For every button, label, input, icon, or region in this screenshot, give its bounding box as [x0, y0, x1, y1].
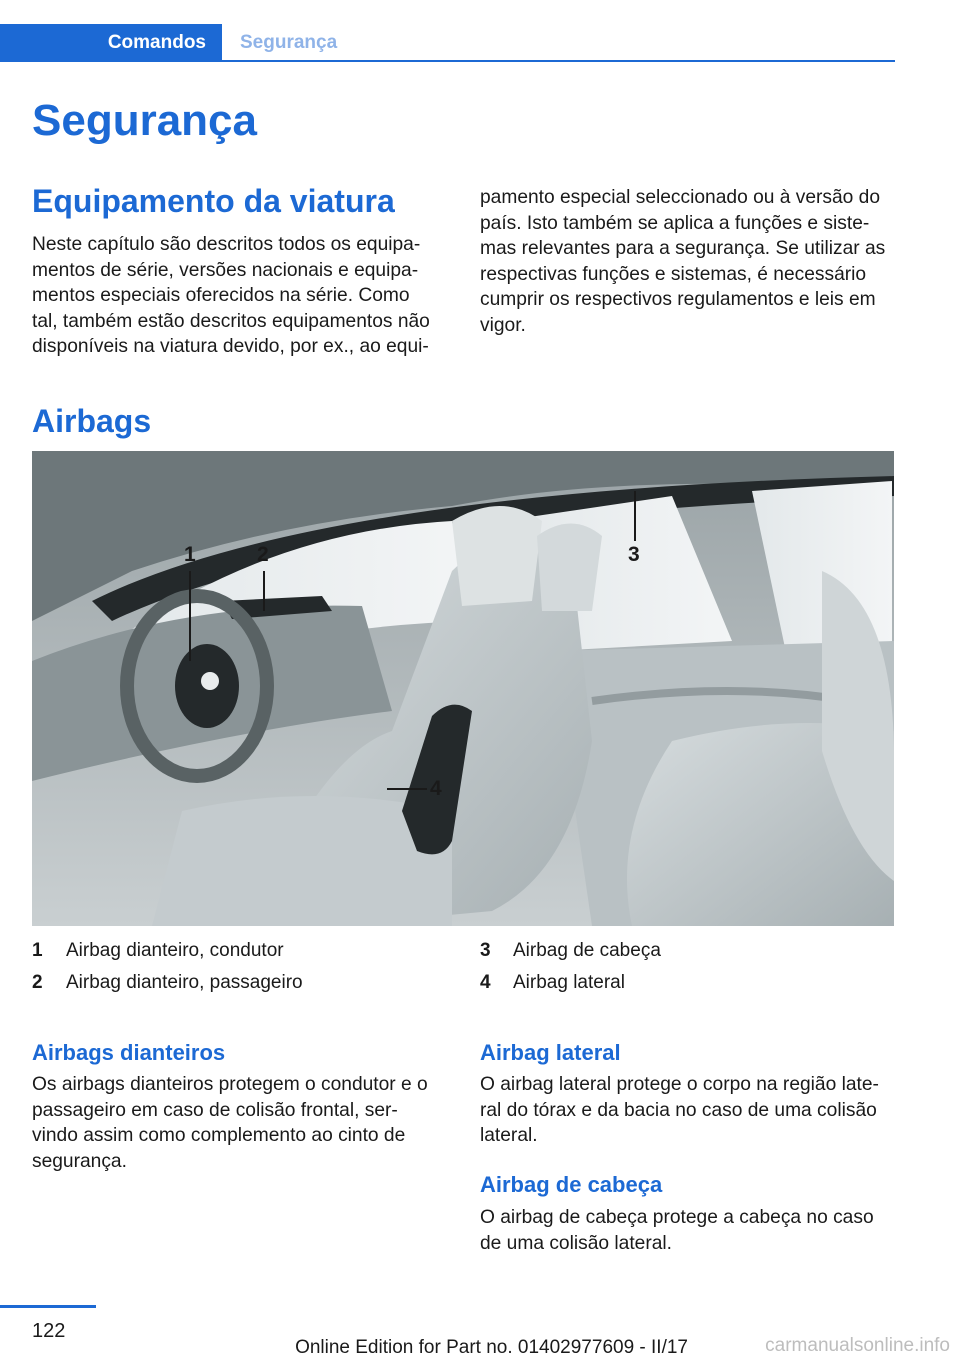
legend-num: 1 [32, 940, 43, 961]
legend-text: Airbag lateral [513, 972, 625, 993]
text-line: segurança. [32, 1150, 127, 1172]
header-divider [222, 60, 895, 62]
text-line: Neste capítulo são descritos todos os equipa‐ [32, 234, 421, 255]
equipamento-text-col1 [32, 232, 450, 360]
legend-text: Airbag dianteiro, passageiro [66, 972, 303, 993]
text-line: O airbag lateral protege o corpo na região late‐ [480, 1074, 879, 1095]
text-line: vindo assim como complemento ao cinto de [32, 1125, 406, 1146]
text-line: O airbag de cabeça protege a cabeça no caso [480, 1207, 874, 1228]
callout-4: 4 [430, 777, 442, 800]
subsection-title-airbag-cabeca: Airbag de cabeça [480, 1172, 663, 1197]
text-line: mentos especiais oferecidos na série. Como [32, 285, 410, 306]
subsection-title-airbag-lateral: Airbag lateral [480, 1040, 621, 1065]
subsection-title-airbags-dianteiros: Airbags dianteiros [32, 1040, 226, 1065]
callout-2: 2 [257, 543, 269, 566]
airbags-illustration [32, 451, 894, 926]
text-line: respectivas funções e sistemas, é necessário [480, 263, 867, 285]
legend-num: 4 [480, 972, 491, 993]
text-line: pamento especial seleccionado ou à versão do [480, 187, 881, 208]
watermark: carmanualsonline.info [765, 1335, 950, 1356]
text-line: mentos de série, versões nacionais e equipa‐ [32, 259, 419, 281]
text-line: vigor. [480, 314, 526, 336]
text-line: Os airbags dianteiros protegem o condutor e o [32, 1074, 428, 1095]
edition-text: Online Edition for Part no. 01402977609 - II/17 [295, 1337, 688, 1358]
text-line: cumprir os respectivos regulamentos e leis em [480, 289, 876, 310]
page-title: Segurança [32, 96, 257, 145]
footer-divider [0, 1305, 96, 1308]
airbag-cabeca-text [480, 1205, 898, 1256]
legend-num: 3 [480, 940, 491, 961]
tab-comandos[interactable]: Comandos [0, 24, 222, 62]
legend-text: Airbag dianteiro, condutor [66, 940, 284, 961]
text-line: país. Isto também se aplica a funções e siste‐ [480, 212, 870, 234]
text-line: ral do tórax e da bacia no caso de uma colisão [480, 1099, 877, 1121]
text-line: mas relevantes para a segurança. Se utilizar as [480, 238, 886, 259]
legend-text: Airbag de cabeça [513, 940, 661, 961]
equipamento-text-col2 [480, 185, 898, 338]
callout-3: 3 [628, 543, 640, 566]
text-line: de uma colisão lateral. [480, 1232, 672, 1254]
callout-1: 1 [184, 543, 196, 566]
text-line: tal, também estão descritos equipamentos não [32, 310, 430, 332]
airbags-dianteiros-text [32, 1072, 450, 1174]
section-title-equipamento: Equipamento da viatura [32, 183, 395, 219]
section-title-airbags: Airbags [32, 403, 152, 439]
legend-num: 2 [32, 972, 43, 993]
text-line: lateral. [480, 1125, 538, 1146]
text-line: passageiro em caso de colisão frontal, ser‐ [32, 1099, 398, 1121]
page-number: 122 [32, 1320, 66, 1342]
airbag-lateral-text [480, 1072, 898, 1149]
tab-seguranca[interactable]: Segurança [240, 32, 338, 53]
text-line: disponíveis na viatura devido, por ex., ao equi‐ [32, 336, 429, 357]
